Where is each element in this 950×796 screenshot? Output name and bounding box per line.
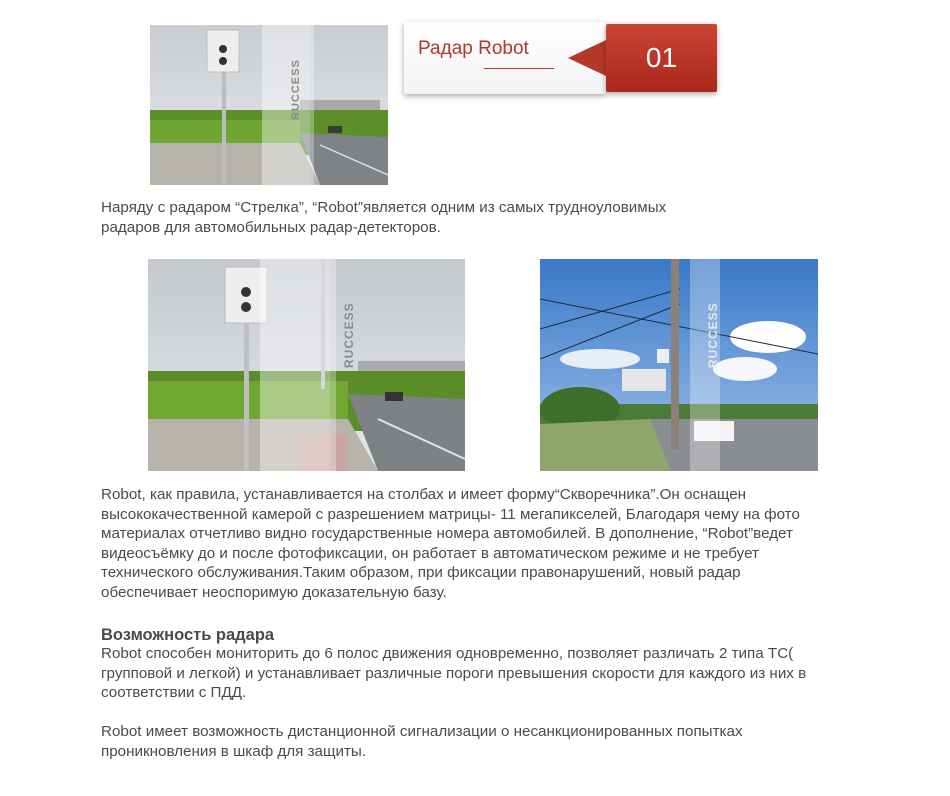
radar-photo-1 xyxy=(150,25,388,185)
features-heading: Возможность радара xyxy=(101,626,275,644)
main-paragraph: Robot, как правила, устанавливается на столбах и имеет форму“Скворечника”.Он оснащен высококачественной камерой с разрешением матрицы- 11 мегапикселей, Благодаря чему на фото материалах отчетливо видно государственные номера автомобилей. В дополнение, “Robot”ведет видеосъёмку до и после фотофиксации, он работает в автоматическом режиме и не требует технического обслуживания.Таким образом, при фиксации правонарушений, новый радар обеспечивает неоспоримую доказательную базу. xyxy=(101,486,800,601)
number-badge xyxy=(606,24,717,92)
watermark-3: RUCCESS xyxy=(706,302,720,368)
arrow-icon xyxy=(568,40,606,76)
radar-photo-2 xyxy=(148,259,465,471)
features-paragraph: Robot способен мониторить до 6 полос движения одновременно, позволяет различать 2 типа ТС( групповой и легкой) и устанавливает различные пороги превышения скорости для каждого из них в соответствии с ПДД. xyxy=(101,645,807,702)
alarm-paragraph: Robot имеет возможность дистанционной сигнализации о несанкционированных попытках проникновления в шкаф для защиты. xyxy=(101,723,743,760)
title-underline xyxy=(484,68,554,69)
watermark-2: RUCCESS xyxy=(342,302,356,368)
watermark-1: RUCCESS xyxy=(290,59,302,120)
number-badge-label: 01 xyxy=(645,42,678,73)
radar-photo-3 xyxy=(540,259,818,471)
intro-paragraph: Наряду с радаром “Стрелка”, “Robot”является одним из самых трудноуловимых радаров для автомобильных радар-детекторов. xyxy=(101,199,667,236)
page-title: Радар Robot xyxy=(418,38,529,59)
